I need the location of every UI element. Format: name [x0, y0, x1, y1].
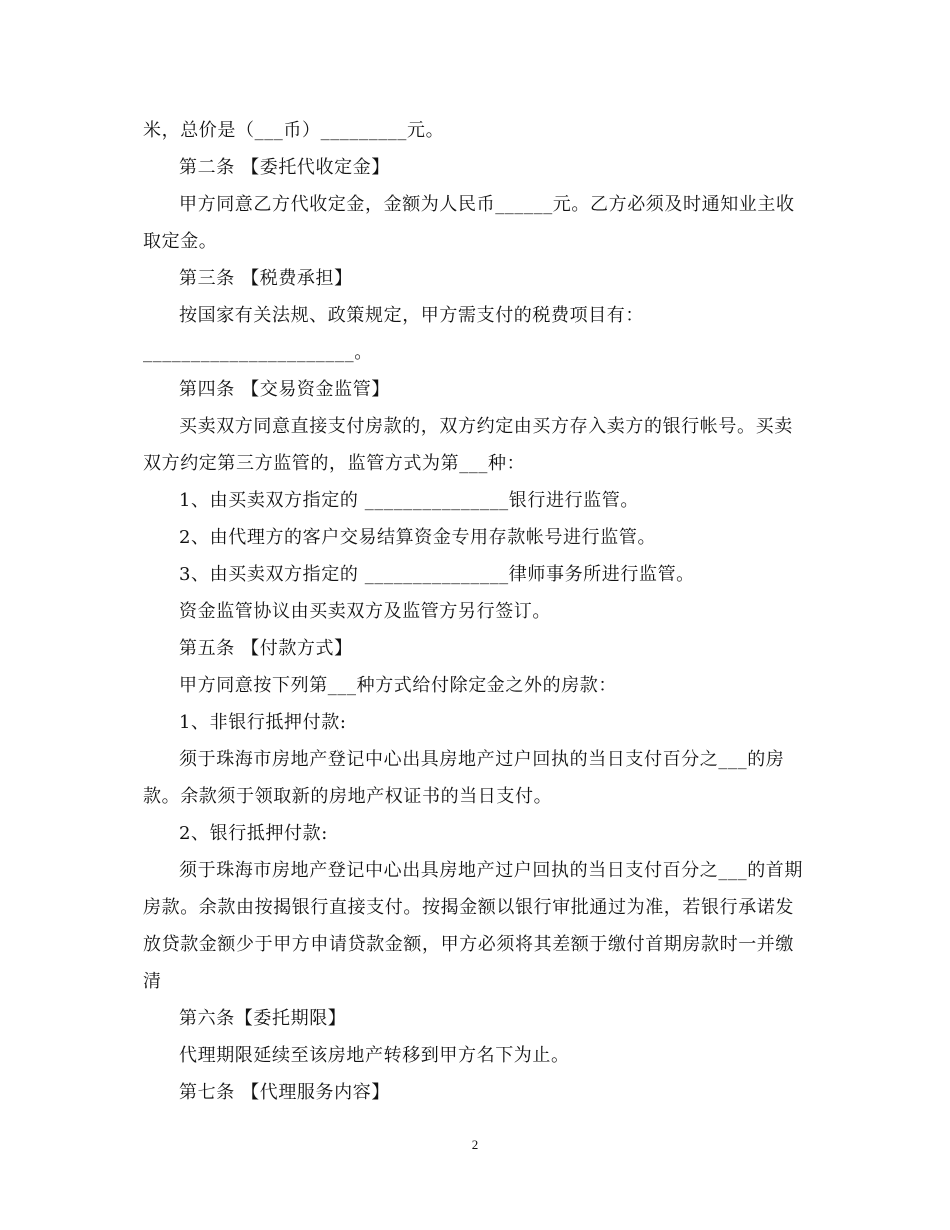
- text-line: 买卖双方同意直接支付房款的，双方约定由买方存入卖方的银行帐号。买卖: [179, 416, 793, 437]
- article-heading: 第二条 【委托代收定金】: [179, 157, 390, 178]
- article-heading: 第七条 【代理服务内容】: [179, 1082, 390, 1103]
- list-item: 1、由买卖双方指定的 _______________银行进行监管。: [179, 490, 639, 511]
- page-number: 2: [471, 1137, 479, 1152]
- text-line: 甲方同意乙方代收定金，金额为人民币______元。乙方必须及时通知业主收: [179, 194, 795, 215]
- text-line: 代理期限延续至该房地产转移到甲方名下为止。: [179, 1045, 570, 1066]
- text-line: 须于珠海市房地产登记中心出具房地产过户回执的当日支付百分之___的房: [179, 749, 785, 770]
- text-line: 须于珠海市房地产登记中心出具房地产过户回执的当日支付百分之___的首期: [179, 860, 803, 881]
- article-heading: 第六条【委托期限】: [179, 1008, 347, 1029]
- text-line: 米，总价是（___币）_________元。: [143, 120, 445, 141]
- text-line: 清: [143, 971, 162, 992]
- text-line: 按国家有关法规、政策规定，甲方需支付的税费项目有：: [179, 305, 644, 326]
- article-heading: 第三条 【税费承担】: [179, 268, 353, 289]
- list-item: 1、非银行抵押付款:: [179, 712, 347, 733]
- text-line: 双方约定第三方监管的，监管方式为第___种：: [143, 453, 526, 474]
- text-line: 甲方同意按下列第___种方式给付除定金之外的房款：: [179, 675, 617, 696]
- text-line: 房款。余款由按揭银行直接支付。按揭金额以银行审批通过为准，若银行承诺发: [143, 897, 794, 918]
- text-line: 取定金。: [143, 231, 218, 252]
- text-line: 款。余款须于领取新的房地产权证书的当日支付。: [143, 786, 553, 807]
- list-item: 2、由代理方的客户交易结算资金专用存款帐号进行监管。: [179, 527, 657, 548]
- contract-body: [143, 112, 808, 1111]
- list-item: 2、银行抵押付款:: [179, 823, 328, 844]
- article-heading: 第四条 【交易资金监管】: [179, 379, 390, 400]
- list-item: 3、由买卖双方指定的 _______________律师事务所进行监管。: [179, 564, 695, 585]
- text-line: 资金监管协议由买卖双方及监管方另行签订。: [179, 601, 551, 622]
- blank-fill-line: ______________________。: [143, 342, 373, 363]
- article-heading: 第五条 【付款方式】: [179, 638, 353, 659]
- text-line: 放贷款金额少于甲方申请贷款金额，甲方必须将其差额于缴付首期房款时一并缴: [143, 934, 794, 955]
